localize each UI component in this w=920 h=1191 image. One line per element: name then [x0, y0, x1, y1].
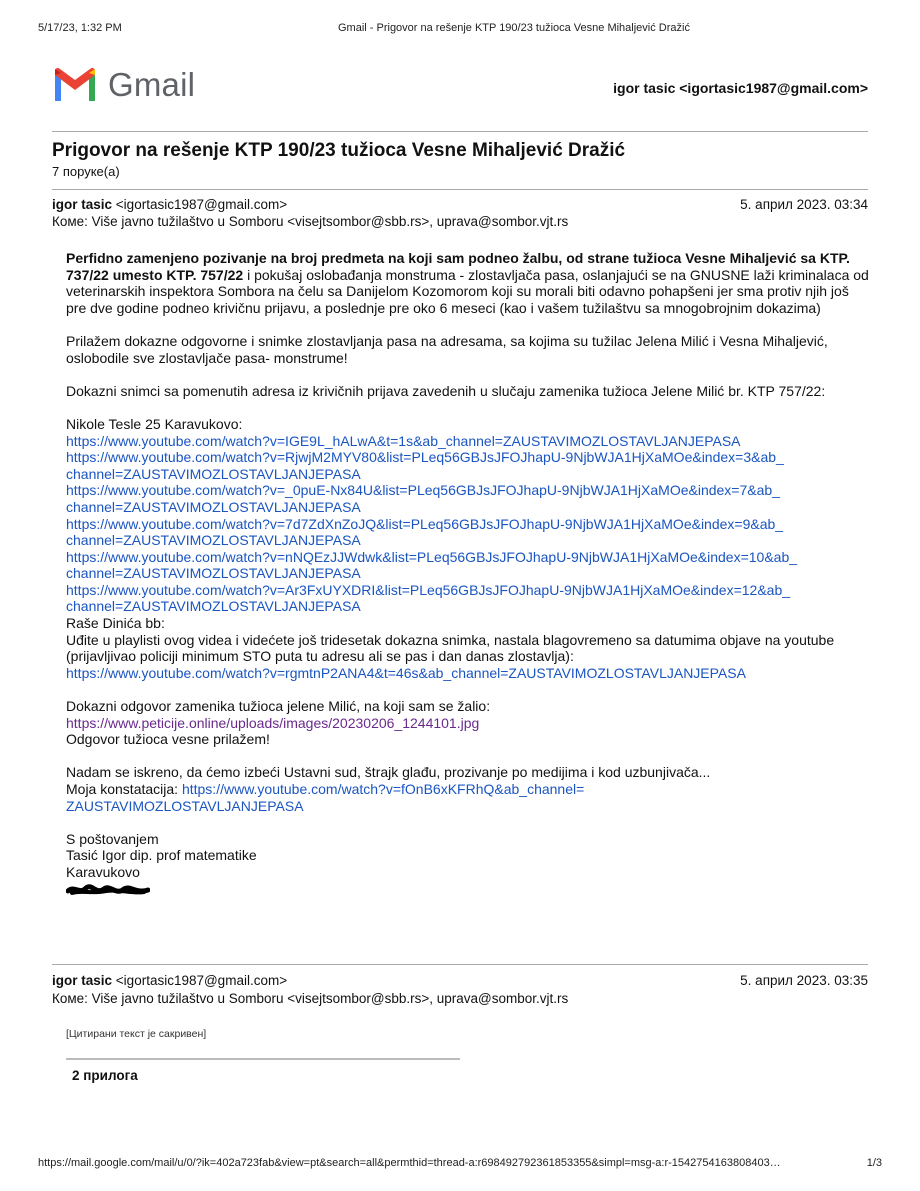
gmail-logo: [52, 66, 195, 104]
statement-link-cont[interactable]: ZAUSTAVIMOZLOSTAVLJANJEPASA: [66, 797, 304, 814]
statement-link[interactable]: https://www.youtube.com/watch?v=fOnB6xKFRhQ&ab_channel=: [181, 781, 585, 797]
video-link-cont[interactable]: channel=ZAUSTAVIMOZLOSTAVLJANJEPASA: [66, 532, 361, 549]
signature-line: Tasić Igor dip. prof matematike: [66, 847, 257, 864]
address-label: Raše Dinića bb:: [66, 615, 165, 632]
video-link-cont[interactable]: channel=ZAUSTAVIMOZLOSTAVLJANJEPASA: [66, 565, 361, 582]
evidence-paragraph: [66, 698, 870, 748]
evidence-link[interactable]: https://www.peticije.online/uploads/images/20230206_1244101.jpg: [66, 714, 480, 731]
closing-text: Nadam se iskreno, da ćemo izbeći Ustavni sud, štrajk glađu, prozivanje po medijima i kod uzbunjivača...: [66, 764, 711, 781]
intro-text: i pokušaj oslobađanja monstruma - zlostavljača pasa, oslanjajući se na GNUSNE laži kriminalaca od veterinarskih inspektora Sombora na čelu sa Danijelom Kozomorom koji su morali biti odavno pohapšeni jer sma protiv njih još pre dve godine podneo krivičnu prijavu, a poslednje pre oko 6 meseci (kao i vašem tužilaštvu sa mnogobrojnim dokazima): [66, 266, 869, 316]
video-link[interactable]: https://www.youtube.com/watch?v=RjwjM2MYV80&list=PLeq56GBJsJFOJhapU-9NjbWJA1HjXaMOe&index=3&ab_: [66, 449, 784, 466]
sender-email: <igortasic1987@gmail.com>: [115, 973, 288, 988]
print-page-title: Gmail - Prigovor na rešenje KTP 190/23 tužioca Vesne Mihaljević Dražić: [338, 22, 690, 34]
message-count: 7 поруке(а): [52, 164, 120, 179]
video-link[interactable]: https://www.youtube.com/watch?v=rgmtnP2ANA4&t=46s&ab_channel=ZAUSTAVIMOZLOSTAVLJANJEPASA: [66, 664, 746, 681]
video-link[interactable]: https://www.youtube.com/watch?v=IGE9L_hALwA&t=1s&ab_channel=ZAUSTAVIMOZLOSTAVLJANJEPASA: [66, 432, 741, 449]
divider: [52, 189, 868, 190]
sender-name: igor tasic: [52, 197, 113, 212]
thread-subject: Prigovor na rešenje KTP 190/23 tužioca Vesne Mihaljević Dražić: [52, 140, 626, 161]
message-body: [66, 250, 870, 898]
quoted-text-hidden[interactable]: [Цитирани текст је сакривен]: [66, 1028, 207, 1040]
signature-line: Karavukovo: [66, 863, 140, 880]
gmail-m-icon: [52, 67, 98, 103]
sender-name: igor tasic: [52, 973, 113, 988]
video-link[interactable]: https://www.youtube.com/watch?v=_0puE-Nx84U&list=PLeq56GBJsJFOJhapU-9NjbWJA1HjXaMOe&index=7&ab_: [66, 482, 780, 499]
print-page-number: 1/3: [866, 1157, 882, 1169]
print-datetime: 5/17/23, 1:32 PM: [38, 22, 122, 34]
sender-email: <igortasic1987@gmail.com>: [115, 197, 288, 212]
message-recipients: Коме: Više javno tužilaštvo u Somboru <visejtsombor@sbb.rs>, uprava@sombor.vjt.rs: [52, 214, 569, 229]
evidence-note: Odgovor tužioca vesne prilažem!: [66, 731, 270, 748]
signature: [66, 831, 870, 898]
message-date: 5. април 2023. 03:35: [740, 973, 868, 988]
message-date: 5. април 2023. 03:34: [740, 197, 868, 212]
account-label: igor tasic <igortasic1987@gmail.com>: [613, 80, 868, 96]
print-url: https://mail.google.com/mail/u/0/?ik=402a723fab&view=pt&search=all&permthid=thread-a:r698492792361853355&simpl=msg-a:r-1542754163808403…: [38, 1157, 781, 1169]
video-link-cont[interactable]: channel=ZAUSTAVIMOZLOSTAVLJANJEPASA: [66, 465, 361, 482]
message-sender: [52, 973, 287, 988]
address-label: Nikole Tesle 25 Karavukovo:: [66, 415, 243, 432]
gmail-wordmark: Gmail: [108, 66, 196, 103]
intro-bold: Perfidno zamenjeno pozivanje na broj predmeta na koji sam podneo žalbu, od strane tužioca Vesne Mihaljević sa KTP. 737/22 umesto KTP. 757/22: [66, 250, 850, 283]
paragraph: Dokazni snimci sa pomenutih adresa iz krivičnih prijava zavedenih u slučaju zamenika tužioca Jelene Milić br. KTP 757/22:: [66, 382, 826, 399]
redaction-scribble: [66, 882, 150, 898]
attachments-count: 2 прилога: [72, 1068, 138, 1083]
video-link[interactable]: https://www.youtube.com/watch?v=7d7ZdXnZoJQ&list=PLeq56GBJsJFOJhapU-9NjbWJA1HjXaMOe&index=9&ab_: [66, 515, 784, 532]
address-block: [66, 416, 870, 682]
attachments-divider: [66, 1058, 460, 1060]
video-link[interactable]: https://www.youtube.com/watch?v=Ar3FxUYXDRI&list=PLeq56GBJsJFOJhapU-9NjbWJA1HjXaMOe&index=12&ab_: [66, 581, 791, 598]
divider: [52, 964, 868, 965]
message-recipients: Коме: Više javno tužilaštvo u Somboru <visejtsombor@sbb.rs>, uprava@sombor.vjt.rs: [52, 991, 569, 1006]
divider: [52, 131, 868, 132]
paragraph: Prilažem dokazne odgovorne i snimke zlostavljanja pasa na adresama, sa kojima su tužilac Jelena Milić i Vesna Mihaljević, oslobodile sve zlostavljače pasa- monstrume!: [66, 332, 828, 366]
closing-paragraph: [66, 764, 870, 814]
statement-label: Moja konstatacija:: [66, 781, 182, 797]
video-link-cont[interactable]: channel=ZAUSTAVIMOZLOSTAVLJANJEPASA: [66, 498, 361, 515]
signature-line: S poštovanjem: [66, 830, 159, 847]
address-text: Uđite u playlisti ovog videa i videćete još tridesetak dokazna snimka, nastala blagovremeno sa datumima objave na youtube (prijavljivao policiji minimum STO puta tu adresu ali se pas i dan danas zlostavlja):: [66, 631, 835, 665]
evidence-text: Dokazni odgovor zamenika tužioca jelene Milić, na koji sam se žalio:: [66, 698, 491, 715]
intro-paragraph: [66, 250, 870, 316]
video-link-cont[interactable]: channel=ZAUSTAVIMOZLOSTAVLJANJEPASA: [66, 598, 361, 615]
message-sender: [52, 197, 287, 212]
video-link[interactable]: https://www.youtube.com/watch?v=nNQEzJJWdwk&list=PLeq56GBJsJFOJhapU-9NjbWJA1HjXaMOe&index=10&ab_: [66, 548, 798, 565]
